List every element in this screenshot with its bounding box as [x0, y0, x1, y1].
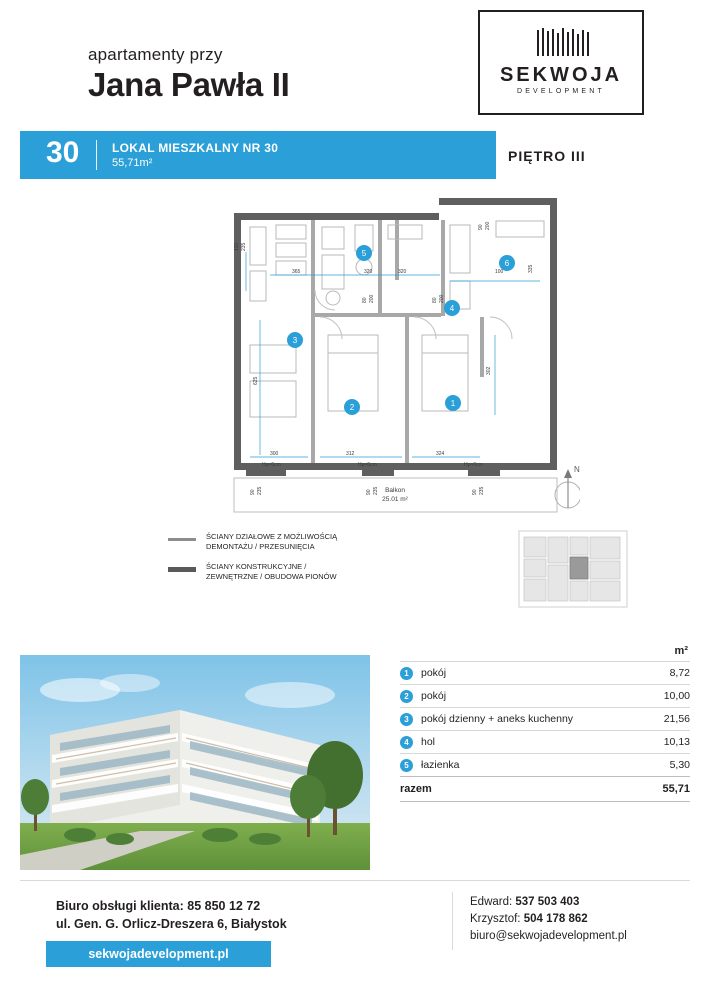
room-number-badge: 1 [400, 667, 413, 680]
svg-text:N: N [574, 465, 580, 474]
legend-item-label: ŚCIANY KONSTRUKCYJNE / ZEWNĘTRZNE / OBUDOWA PIONÓW [206, 562, 337, 581]
room-number-badge: 5 [400, 759, 413, 772]
wall-legend [168, 532, 398, 596]
room-area: 8,72 [669, 667, 690, 679]
footer-vertical-divider [452, 892, 453, 950]
room-name: hol [421, 736, 436, 748]
header-pretitle: apartamenty przy [88, 45, 223, 64]
svg-text:Hp=0cm: Hp=0cm [262, 462, 281, 468]
svg-text:320: 320 [364, 269, 373, 275]
svg-text:235: 235 [257, 486, 263, 495]
svg-text:3: 3 [292, 336, 298, 345]
svg-text:235: 235 [241, 242, 247, 251]
legend-item [168, 562, 398, 592]
svg-text:300: 300 [270, 451, 279, 457]
svg-text:335: 335 [528, 264, 534, 273]
svg-text:200: 200 [439, 294, 445, 303]
floor-label: PIĘTRO III [508, 148, 586, 164]
office-phone-line: Biuro obsługi klienta: 85 850 12 72 [56, 899, 261, 913]
room-name: pokój dzienny + aneks kuchenny [421, 713, 574, 725]
svg-text:302: 302 [486, 366, 492, 375]
agent-name: Krzysztof: [470, 913, 521, 925]
room-area: 21,56 [663, 713, 690, 725]
page-title: Jana Pawła II [88, 66, 290, 103]
total-label: razem [400, 783, 432, 795]
footer-divider [20, 880, 690, 881]
svg-text:200: 200 [369, 294, 375, 303]
partition-wall-swatch [168, 538, 196, 541]
room-area: 10,13 [663, 736, 690, 748]
table-row [400, 730, 690, 753]
room-area: 10,00 [663, 690, 690, 702]
unit-banner [20, 131, 496, 179]
svg-text:25.01 m²: 25.01 m² [382, 496, 408, 503]
contact-email[interactable]: biuro@sekwojadevelopment.pl [470, 930, 627, 942]
svg-text:200: 200 [485, 221, 491, 230]
unit-number: 30 [46, 136, 80, 169]
table-row [400, 661, 690, 684]
agent-row [470, 911, 700, 928]
legend-item-label: ŚCIANY DZIAŁOWE Z MOŻLIWOŚCIĄ DEMONTAŻU / PRZESUNIĘCIA [206, 532, 338, 551]
svg-text:100: 100 [495, 269, 504, 275]
svg-text:Hp=0cm: Hp=0cm [464, 462, 483, 468]
logo-name: SEKWOJA [499, 64, 623, 86]
svg-text:90: 90 [478, 224, 484, 230]
legend-item [168, 532, 398, 562]
table-row [400, 707, 690, 730]
svg-text:2: 2 [349, 403, 355, 412]
agent-row [470, 894, 700, 911]
agent-phone: 537 503 403 [515, 896, 580, 908]
building-photo [20, 655, 370, 870]
svg-text:625: 625 [253, 376, 259, 385]
page-header [0, 0, 710, 125]
room-number-badge: 4 [400, 736, 413, 749]
total-value: 55,71 [662, 783, 690, 795]
svg-text:90: 90 [472, 489, 478, 495]
svg-text:235: 235 [373, 486, 379, 495]
svg-text:Hp=0cm: Hp=0cm [358, 462, 377, 468]
agent-phone: 504 178 862 [523, 913, 588, 925]
sequoia-tree-icon [480, 28, 642, 58]
room-number-badge: 3 [400, 713, 413, 726]
banner-divider [96, 140, 97, 170]
room-name: pokój [421, 690, 447, 702]
area-table [400, 645, 690, 802]
footer-agents-block [470, 894, 700, 945]
website-button[interactable]: sekwojadevelopment.pl [46, 941, 271, 967]
room-area: 5,30 [669, 759, 690, 771]
table-total-row [400, 776, 690, 802]
svg-text:6: 6 [504, 259, 510, 268]
logo-subtitle: DEVELOPMENT [516, 88, 606, 95]
svg-text:324: 324 [436, 451, 445, 457]
unit-area: 55,71m² [112, 157, 153, 169]
svg-text:90: 90 [250, 489, 256, 495]
svg-text:5: 5 [361, 249, 367, 258]
footer-contact-block [56, 897, 396, 933]
room-name: pokój [421, 667, 447, 679]
svg-text:80: 80 [432, 297, 438, 303]
office-address-line: ul. Gen. G. Orlicz-Dreszera 6, Białystok [56, 917, 287, 931]
logo [478, 10, 644, 115]
svg-text:320: 320 [398, 269, 407, 275]
area-unit-header: m² [674, 645, 688, 657]
svg-text:235: 235 [479, 486, 485, 495]
building-key-plan [518, 525, 628, 615]
svg-text:90: 90 [366, 489, 372, 495]
svg-text:1: 1 [450, 399, 456, 408]
svg-text:4: 4 [449, 304, 455, 313]
unit-label: LOKAL MIESZKALNY NR 30 [112, 141, 279, 155]
svg-text:Balkon: Balkon [385, 487, 405, 494]
svg-text:312: 312 [346, 451, 355, 457]
svg-text:365: 365 [292, 269, 301, 275]
table-row [400, 684, 690, 707]
agent-name: Edward: [470, 896, 513, 908]
room-name: łazienka [421, 759, 460, 771]
floor-plan [150, 195, 580, 525]
table-row [400, 753, 690, 776]
room-number-badge: 2 [400, 690, 413, 703]
structural-wall-swatch [168, 567, 196, 572]
svg-text:80: 80 [362, 297, 368, 303]
svg-text:120: 120 [234, 242, 240, 251]
